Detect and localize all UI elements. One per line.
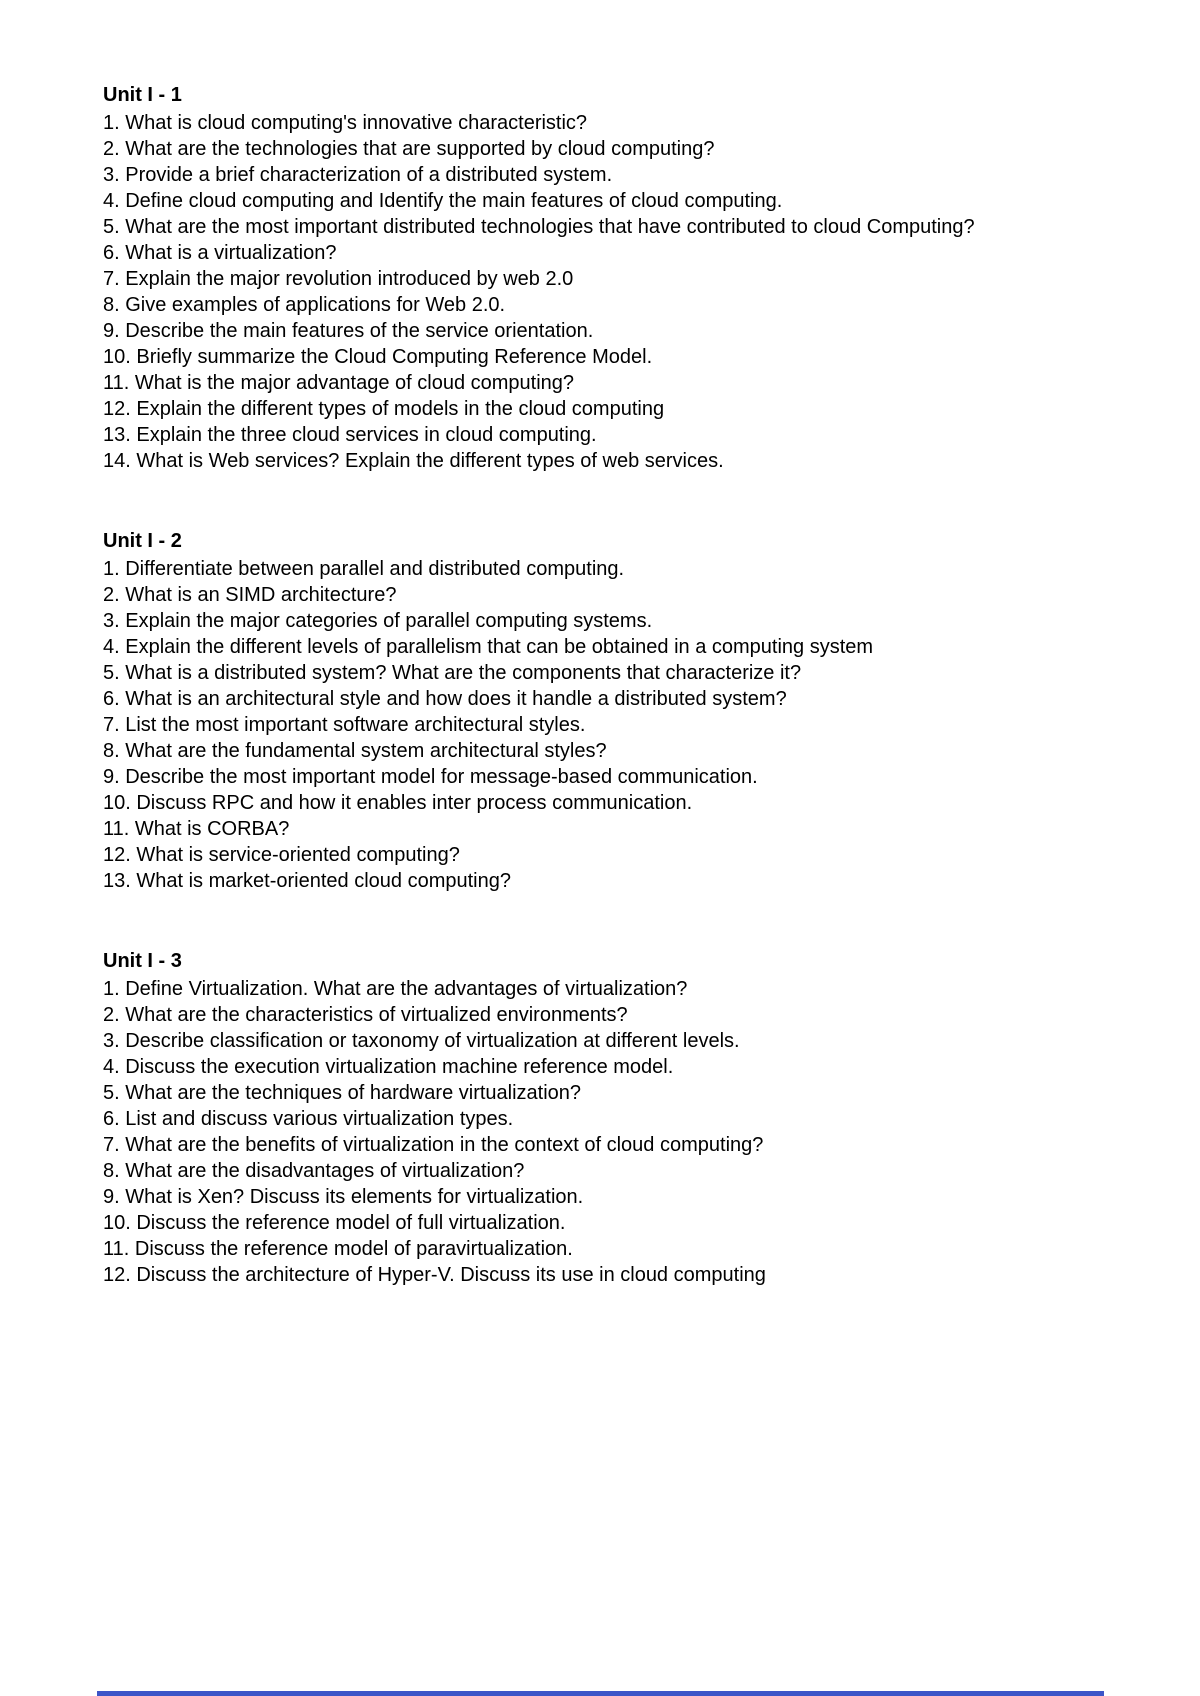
question-item: 12. Discuss the architecture of Hyper-V. Discuss its use in cloud computing bbox=[103, 1264, 766, 1286]
question-item: 11. What is CORBA? bbox=[103, 818, 290, 840]
question-item: 12. What is service-oriented computing? bbox=[103, 844, 460, 866]
question-item: 3. Explain the major categories of parallel computing systems. bbox=[103, 610, 653, 632]
question-item: 1. Differentiate between parallel and distributed computing. bbox=[103, 558, 625, 580]
question-item: 7. What are the benefits of virtualization in the context of cloud computing? bbox=[103, 1134, 764, 1156]
question-item: 3. Provide a brief characterization of a distributed system. bbox=[103, 164, 613, 186]
unit-section bbox=[103, 528, 983, 894]
unit-title: Unit I - 1 bbox=[103, 84, 182, 106]
question-item: 5. What are the techniques of hardware virtualization? bbox=[103, 1082, 582, 1104]
question-item: 6. List and discuss various virtualization types. bbox=[103, 1108, 514, 1130]
question-item: 11. Discuss the reference model of paravirtualization. bbox=[103, 1238, 573, 1260]
question-item: 4. Explain the different levels of parallelism that can be obtained in a computing system bbox=[103, 636, 874, 658]
sections-container bbox=[103, 82, 983, 1288]
question-item: 4. Define cloud computing and Identify the main features of cloud computing. bbox=[103, 190, 783, 212]
question-item: 7. Explain the major revolution introduced by web 2.0 bbox=[103, 268, 574, 290]
question-item: 14. What is Web services? Explain the different types of web services. bbox=[103, 450, 724, 472]
question-item: 2. What are the characteristics of virtualized environments? bbox=[103, 1004, 628, 1026]
question-item: 12. Explain the different types of models in the cloud computing bbox=[103, 398, 665, 420]
question-item: 7. List the most important software architectural styles. bbox=[103, 714, 586, 736]
question-item: 11. What is the major advantage of cloud computing? bbox=[103, 372, 575, 394]
question-item: 1. Define Virtualization. What are the advantages of virtualization? bbox=[103, 978, 688, 1000]
question-item: 6. What is an architectural style and how does it handle a distributed system? bbox=[103, 688, 787, 710]
question-item: 10. Discuss the reference model of full virtualization. bbox=[103, 1212, 566, 1234]
unit-title: Unit I - 3 bbox=[103, 950, 182, 972]
question-item: 5. What are the most important distributed technologies that have contributed to cloud Computing? bbox=[103, 216, 975, 238]
question-item: 9. Describe the main features of the service orientation. bbox=[103, 320, 594, 342]
question-item: 13. Explain the three cloud services in cloud computing. bbox=[103, 424, 597, 446]
question-item: 4. Discuss the execution virtualization machine reference model. bbox=[103, 1056, 674, 1078]
question-item: 9. Describe the most important model for message-based communication. bbox=[103, 766, 758, 788]
unit-section bbox=[103, 82, 983, 474]
unit-title: Unit I - 2 bbox=[103, 530, 182, 552]
bottom-divider bbox=[97, 1691, 1104, 1696]
question-item: 3. Describe classification or taxonomy of virtualization at different levels. bbox=[103, 1030, 740, 1052]
question-item: 2. What is an SIMD architecture? bbox=[103, 584, 397, 606]
question-item: 9. What is Xen? Discuss its elements for virtualization. bbox=[103, 1186, 584, 1208]
question-item: 2. What are the technologies that are supported by cloud computing? bbox=[103, 138, 715, 160]
question-item: 5. What is a distributed system? What are the components that characterize it? bbox=[103, 662, 802, 684]
unit-section bbox=[103, 948, 983, 1288]
question-item: 8. What are the fundamental system architectural styles? bbox=[103, 740, 607, 762]
question-item: 6. What is a virtualization? bbox=[103, 242, 337, 264]
question-item: 1. What is cloud computing's innovative characteristic? bbox=[103, 112, 588, 134]
question-item: 10. Discuss RPC and how it enables inter process communication. bbox=[103, 792, 693, 814]
question-item: 8. What are the disadvantages of virtualization? bbox=[103, 1160, 525, 1182]
question-item: 8. Give examples of applications for Web 2.0. bbox=[103, 294, 506, 316]
question-item: 10. Briefly summarize the Cloud Computing Reference Model. bbox=[103, 346, 653, 368]
question-item: 13. What is market-oriented cloud computing? bbox=[103, 870, 511, 892]
